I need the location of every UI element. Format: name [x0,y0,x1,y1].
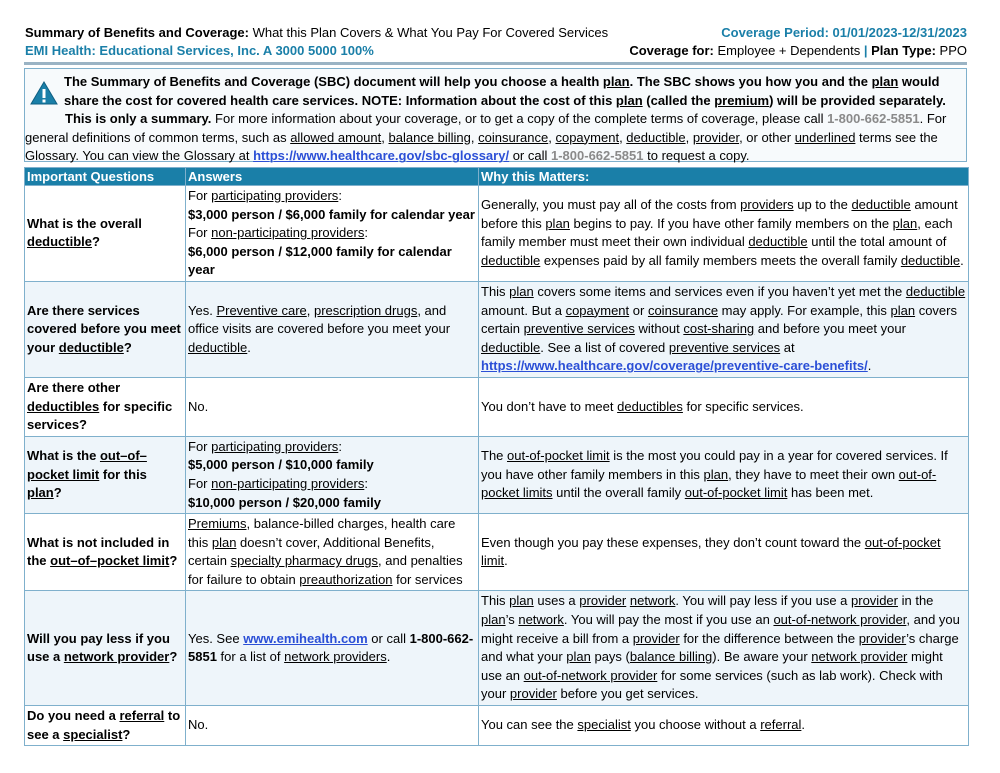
question-cell: Are there services covered before you meet your deductible? [25,281,186,377]
preventive-care-link[interactable]: https://www.healthcare.gov/coverage/preventive-care-benefits/ [481,358,868,374]
table-row [25,281,969,377]
phone-number[interactable]: 1-800-662-5851 [188,630,474,665]
table-row [25,706,969,746]
why-cell: Even though you pay these expenses, they don’t count toward the out-of-pocket limit. [479,514,969,591]
col-header: Answers [186,168,479,186]
header-left [25,24,608,60]
table-row [25,377,969,436]
col-header: Important Questions [25,168,186,186]
header-separator: | [863,43,868,58]
why-cell: You can see the specialist you choose without a referral. [479,706,969,746]
col-header: Why this Matters: [479,168,969,186]
question-cell: Are there other deductibles for specific services? [25,377,186,436]
warning-icon [30,81,58,111]
answer-cell: Yes. See www.emihealth.com or call 1-800-662-5851 for a list of network providers. [186,591,479,706]
answer-cell: Yes. Preventive care, prescription drugs, and office visits are covered before you meet your deductible. [186,281,479,377]
coverage-period: Coverage Period: 01/01/2023-12/31/2023 [721,25,967,40]
doc-subtitle: What this Plan Covers & What You Pay For Covered Services [252,25,609,40]
doc-title: Summary of Benefits and Coverage: [25,25,249,40]
emihealth-link[interactable]: www.emihealth.com [243,630,368,646]
table-row [25,514,969,591]
question-cell: Do you need a referral to see a specialist? [25,706,186,746]
coverage-for-value: Employee + Dependents [717,43,861,58]
table-header-row [25,168,969,186]
question-cell: What is the out–of–pocket limit for this plan? [25,436,186,513]
plan-type-label: Plan Type: [871,43,936,58]
table-row [25,436,969,513]
why-cell: This plan covers some items and services even if you haven’t yet met the deductible amount. But a copayment or coinsurance may apply. For example, this plan covers certain preventive services without cost-sharing and before you meet your deductible. See a list of covered preventive services at https://www.healthcare.gov/coverage/preventive-care-benefits/. [479,281,969,377]
phone-number[interactable]: 1-800-662-5851 [827,111,920,126]
why-cell: Generally, you must pay all of the costs from providers up to the deductible amount before this plan begins to pay. If you have other family members on the plan, each family member must meet their own individual deductible until the total amount of deductible expenses paid by all family members meets the overall family deductible. [479,186,969,282]
why-cell: The out-of-pocket limit is the most you could pay in a year for covered services. If you have other family members in this plan, they have to meet their own out-of-pocket limits until the overall family out-of-pocket limit has been met. [479,436,969,513]
answer-cell: For participating providers: $5,000 person / $10,000 family For non-participating providers: $10,000 person / $20,000 family [186,436,479,513]
intro-summary-notice: The Summary of Benefits and Coverage (SBC) document will help you choose a health plan. The SBC shows you how you and the plan would share the cost for covered health care services. NOTE: Information about the cost of this plan (called the premium) will be provided separately. [64,74,946,108]
table-row [25,591,969,706]
intro-box [24,68,967,162]
phone-number[interactable]: 1-800-662-5851 [550,148,644,163]
answer-cell: No. [186,706,479,746]
benefits-table [24,167,969,746]
glossary-link[interactable]: https://www.healthcare.gov/sbc-glossary/ [253,148,510,163]
plan-type-value: PPO [939,43,967,58]
answer-cell: For participating providers: $3,000 person / $6,000 family for calendar year For non-participating providers: $6,000 person / $12,000 family for calendar year [186,186,479,282]
header-right [629,24,967,60]
table-row [25,186,969,282]
intro-more-info: This is only a summary. For more information about your coverage, or to get a copy of the complete terms of coverage, please call 1-800-662-5851. For general definitions of common terms, such as allowed amount, balance billing, coinsurance, copayment, deductible, provider, or other underlined terms see the Glossary. You can view the Glossary at https://www.healthcare.gov/sbc-glossary/ or call 1-800-662-5851 to request a copy. [25,111,947,163]
page-header [25,24,967,60]
header-rule [24,62,967,65]
question-cell: Will you pay less if you use a network provider? [25,591,186,706]
coverage-for-label: Coverage for: [629,43,714,58]
question-cell: What is not included in the out–of–pocket limit? [25,514,186,591]
answer-cell: No. [186,377,479,436]
question-cell: What is the overall deductible? [25,186,186,282]
why-cell: This plan uses a provider network. You will pay less if you use a provider in the plan’s network. You will pay the most if you use an out-of-network provider, and you might receive a bill from a provider for the difference between the provider’s charge and what your plan pays (balance billing). Be aware your network provider might use an out-of-network provider for some services (such as lab work). Check with your provider before you get services. [479,591,969,706]
answer-cell: Premiums, balance-billed charges, health care this plan doesn’t cover, Additional Benefits, certain specialty pharmacy drugs, and penalties for failure to obtain preauthorization for services [186,514,479,591]
plan-name: EMI Health: Educational Services, Inc. A 3000 5000 100% [25,43,374,58]
why-cell: You don’t have to meet deductibles for specific services. [479,377,969,436]
